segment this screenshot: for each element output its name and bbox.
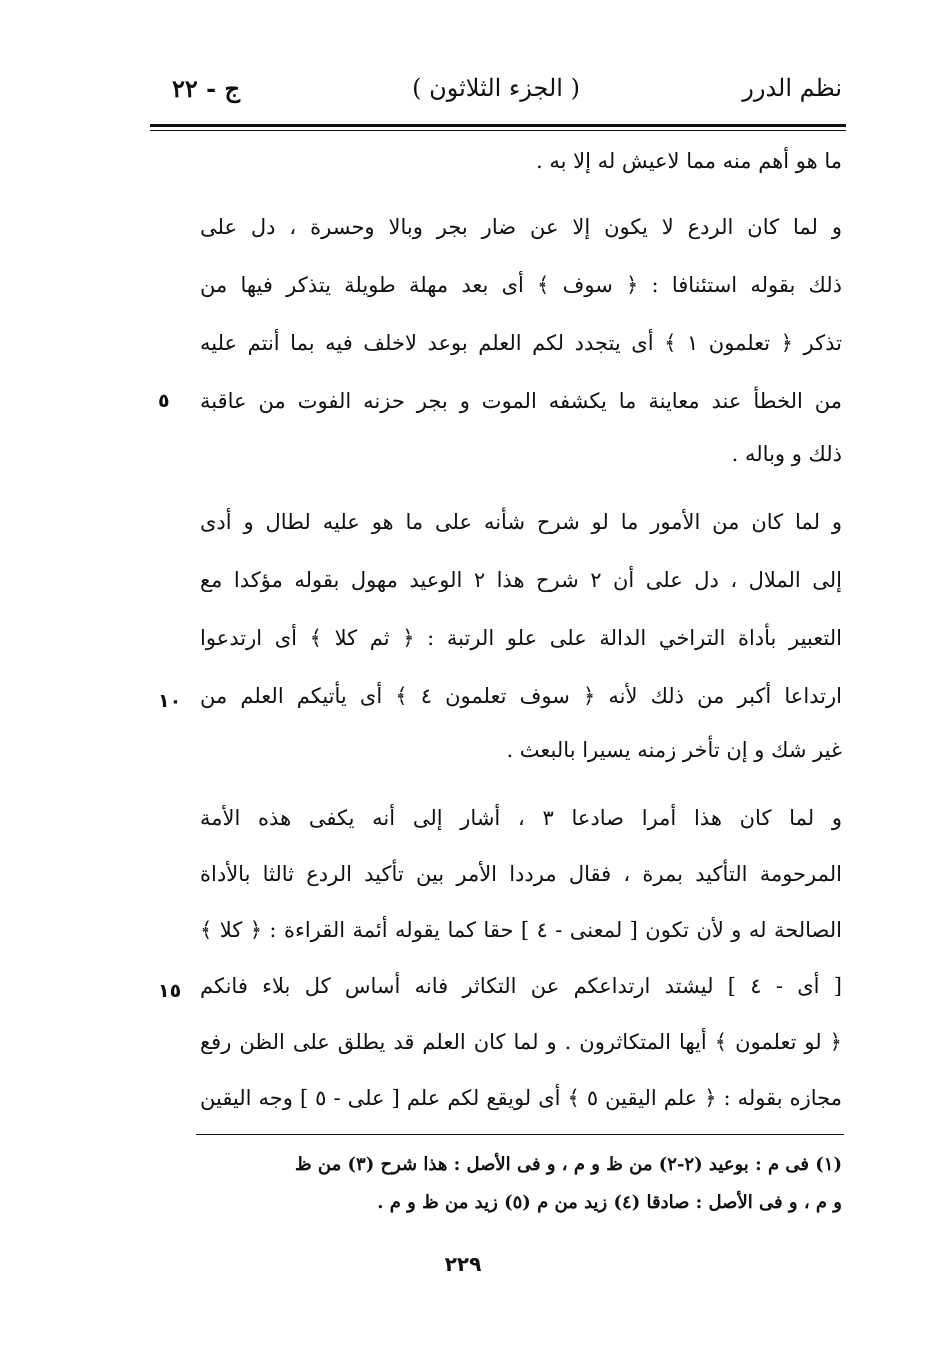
- text-line: تذكر ﴿ تعلمون ١ ﴾ أى يتجدد لكم العلم بوعد لاخلف فيه بما أنتم عليه: [200, 331, 842, 355]
- header-rule-thin: [150, 130, 846, 131]
- text-line: [ أى - ٤ ] ليشتد ارتداعكم عن التكاثر فانه أساس كل بلاء فانكم: [200, 974, 842, 998]
- footnote-line: (١) فى م : بوعيد (٢-٢) من ظ و م ، و فى الأصل : هذا شرح (٣) من ظ: [294, 1154, 842, 1175]
- text-line: إلى الملال ، دل على أن ٢ شرح هذا ٢ الوعيد مهول بقوله مؤكدا مع: [200, 568, 842, 592]
- running-header: [150, 74, 842, 114]
- footnote-line: و م ، و فى الأصل : صادقا (٤) زيد من م (٥) زيد من ظ و م .: [377, 1192, 842, 1213]
- text-line: الصالحة له و لأن تكون [ لمعنى - ٤ ] حقا كما يقوله أئمة القراءة : ﴿ كلا ﴾: [200, 918, 842, 942]
- text-line: ﴿ لو تعلمون ﴾ أيها المتكاثرون . و لما كان العلم قد يطلق على الظن رفع: [200, 1030, 842, 1054]
- text-line: من الخطأ عند معاينة ما يكشفه الموت و بجر حزنه الفوت من عاقبة: [200, 389, 842, 413]
- header-volume-number: ج - ٢٢: [172, 74, 240, 103]
- line-number: ١٠: [158, 690, 182, 712]
- text-line: ارتداعا أكبر من ذلك لأنه ﴿ سوف تعلمون ٤ ﴾ أى يأتيكم العلم من: [200, 684, 842, 708]
- header-book-title: نظم الدرر: [742, 74, 842, 102]
- line-number: ١٥: [158, 980, 182, 1002]
- text-line: و لما كان هذا أمرا صادعا ٣ ، أشار إلى أنه يكفى هذه الأمة: [200, 806, 842, 830]
- text-line: غير شك و إن تأخر زمنه يسيرا بالبعث .: [506, 738, 842, 762]
- text-line: ما هو أهم منه مما لاعيش له إلا به .: [535, 149, 842, 173]
- text-line: و لما كان من الأمور ما لو شرح شأنه على ما هو عليه لطال و أدى: [200, 510, 842, 534]
- header-part-title: ( الجزء الثلاثون ): [412, 74, 580, 102]
- text-line: و لما كان الردع لا يكون إلا عن ضار بجر وبالا وحسرة ، دل على: [200, 215, 842, 239]
- page-number: ٢٢٩: [444, 1252, 482, 1276]
- text-line: التعبير بأداة التراخي الدالة على علو الرتبة : ﴿ ثم كلا ﴾ أى ارتدعوا: [200, 626, 842, 650]
- text-line: مجازه بقوله : ﴿ علم اليقين ٥ ﴾ أى لويقع لكم علم [ على - ٥ ] وجه اليقين: [200, 1086, 842, 1110]
- header-rule-thick: [150, 124, 846, 127]
- text-line: المرحومة التأكيد بمرة ، فقال مرددا الأمر بين تأكيد الردع ثالثا بالأداة: [200, 862, 842, 886]
- text-line: ذلك و وباله .: [731, 442, 842, 466]
- line-number: ٥: [158, 390, 170, 412]
- text-line: ذلك بقوله استئنافا : ﴿ سوف ﴾ أى بعد مهلة طويلة يتذكر فيها من: [200, 273, 842, 297]
- footnote-rule: [196, 1134, 844, 1135]
